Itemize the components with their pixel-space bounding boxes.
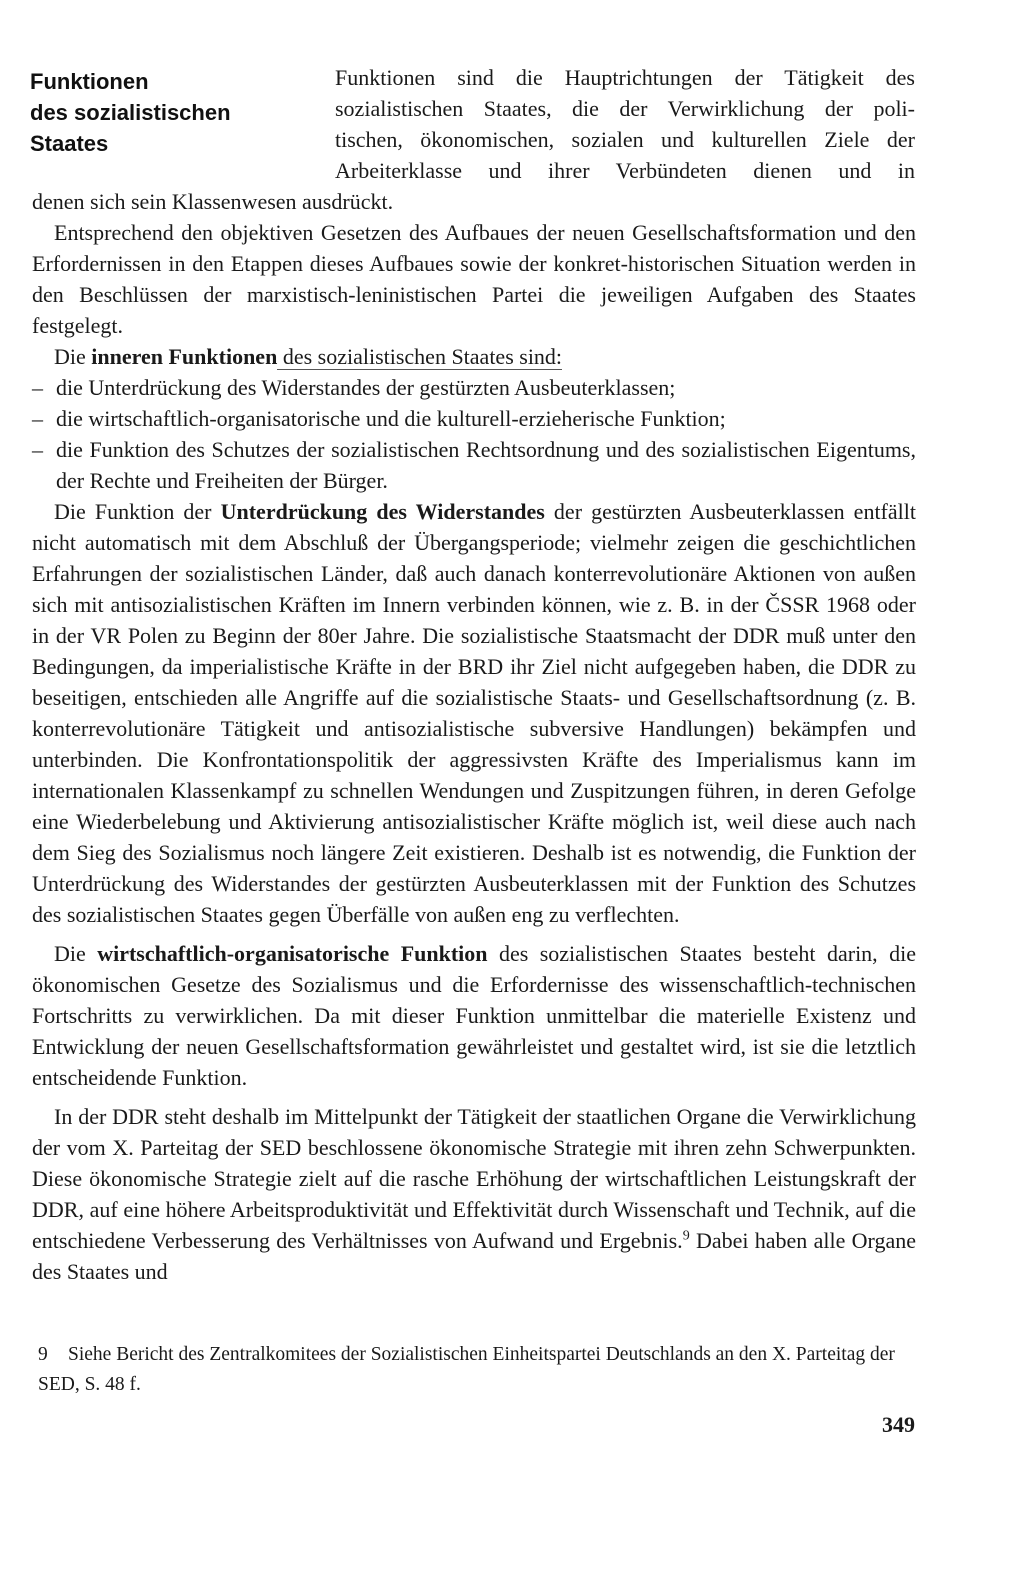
intro-paragraph — [335, 62, 915, 186]
dash-marker: – — [32, 437, 43, 462]
section-heading-line: des sozialistischen — [30, 100, 231, 125]
intro-line: sozialistischen Staates, die der Verwirklichung der poli- — [335, 96, 915, 121]
section-heading-line: Funktionen — [30, 69, 149, 94]
list-item — [32, 372, 916, 403]
paragraph-keyword: wirtschaftlich-organisatorische Funktion — [97, 941, 488, 966]
list-item-text: die wirtschaftlich-organisatorische und die kulturell-erzieherische Funktion; — [56, 406, 726, 431]
list-item-text: die Unterdrückung des Widerstandes der gestürzten Ausbeuterklassen; — [56, 375, 676, 400]
paragraph-wirtschaftlich — [32, 938, 916, 1093]
dash-marker: – — [32, 406, 43, 431]
footnote-reference: 9 — [682, 1228, 690, 1244]
paragraph-text: Die Funktion der — [54, 499, 221, 524]
page-number: 349 — [882, 1412, 915, 1437]
paragraph-entsprechend: Entsprechend den objektiven Gesetzen des Aufbaues der neuen Gesellschaftsformation und den Erfordernissen in den Etappen dieses Aufbaues sowie der konkret-historischen Situation werden in den Beschlüssen der marxistisch-leninistischen Partei die jeweiligen Aufgaben des Staates festgelegt. — [32, 220, 916, 338]
paragraph-text: Dabei haben alle Organe des Staates und — [32, 1228, 916, 1284]
footnote-text: Siehe Bericht des Zentralkomitees der Sozialistischen Einheitspartei Deutschlands an den X. Parteitag der SED, S. 48 f. — [38, 1344, 895, 1395]
body-text — [32, 186, 916, 1287]
list-item-text: die Funktion des Schutzes der sozialistischen Rechtsordnung und des sozialistischen Eigentums, der Rechte und Freiheiten der Bürger. — [56, 437, 916, 493]
lead-text: Die — [54, 344, 92, 369]
paragraph-text: der gestürzten Ausbeuterklassen entfällt nicht automatisch mit dem Abschluß der Übergangsperiode; vielmehr zeigen die geschichtlichen Erfahrungen der sozialistischen Länder, daß auch danach konterrevolutionäre Aktionen von außen sich mit antisozialistischen Kräften im Innern verbinden können, wie z. B. in der ČSSR 1968 oder in der VR Polen zu Beginn der 80er Jahre. Die sozialistische Staatsmacht der DDR muß unter den Bedingungen, da imperialistische Kräfte in der BRD ihr Ziel nicht aufgegeben haben, die DDR zu beseitigen, entschieden alle Angriffe auf die sozialistische Staats- und Gesellschaftsordnung (z. B. konterrevolutionäre Tätigkeit und antisozialistische subversive Handlungen) bekämpfen und unterbinden. Die Konfrontationspolitik der aggressivsten Kräfte des Imperialismus kann im internationalen Klassenkampf zu schnellen Wendungen und Zuspitzungen führen, in deren Gefolge eine Wiederbelebung und Aktivierung antisozialistischer Kräfte möglich ist, weil diese auch nach dem Sieg des Sozialismus noch längere Zeit existieren. Deshalb ist es notwendig, die Funktion der Unterdrückung des Widerstandes der gestürzten Ausbeuterklassen mit der Funktion des Schutzes des sozialistischen Staates gegen Überfälle von außen eng zu verflechten. — [32, 499, 916, 927]
section-heading — [30, 66, 290, 159]
lead-text: des sozialistischen Staates sind: — [277, 344, 563, 369]
inner-functions-lead — [32, 341, 916, 372]
list-item — [32, 403, 916, 434]
intro-line: Funktionen sind die Hauptrichtungen der Tätigkeit des — [335, 65, 915, 90]
section-heading-line: Staates — [30, 131, 109, 156]
inner-functions-list — [32, 372, 916, 496]
footnote-number: 9 — [38, 1344, 48, 1365]
paragraph-text: In der DDR steht deshalb im Mittelpunkt der Tätigkeit der staatlichen Organe die Verwirklichung der vom X. Parteitag der SED beschlossene ökonomische Strategie mit ihren zehn Schwerpunkten. Diese ökonomische Strategie zielt auf die rasche Erhöhung der wirtschaftlichen Leistungskraft der DDR, auf eine höhere Arbeitsproduktivität und Effektivität durch Wissenschaft und Technik, auf die entschiedene Verbesserung des Verhältnisses von Aufwand und Ergebnis. — [32, 1104, 916, 1253]
dash-marker: – — [32, 375, 43, 400]
intro-line: Arbeiterklasse und ihrer Verbündeten dienen und in — [335, 158, 915, 183]
list-item — [32, 434, 916, 496]
intro-last-line: denen sich sein Klassenwesen ausdrückt. — [32, 189, 394, 214]
paragraph-ddr — [32, 1101, 916, 1287]
paragraph-text: Die — [54, 941, 98, 966]
lead-keyword: inneren Funktionen — [91, 344, 278, 369]
paragraph-keyword: Unterdrückung des Widerstandes — [220, 499, 545, 524]
paragraph-text: des sozialistischen Staates besteht darin, die ökonomischen Gesetze des Sozialismus und die Erfordernisse des wissenschaftlich-technischen Fortschritts zu verwirklichen. Da mit dieser Funktion unmittelbar die materielle Existenz und Entwicklung der neuen Gesellschaftsformation gewährleistet und gestaltet wird, ist sie die letztlich entscheidende Funktion. — [32, 941, 916, 1090]
footnote — [38, 1340, 928, 1400]
paragraph-unterdrueckung — [32, 496, 916, 930]
intro-line: tischen, ökonomischen, sozialen und kulturellen Ziele der — [335, 127, 915, 152]
